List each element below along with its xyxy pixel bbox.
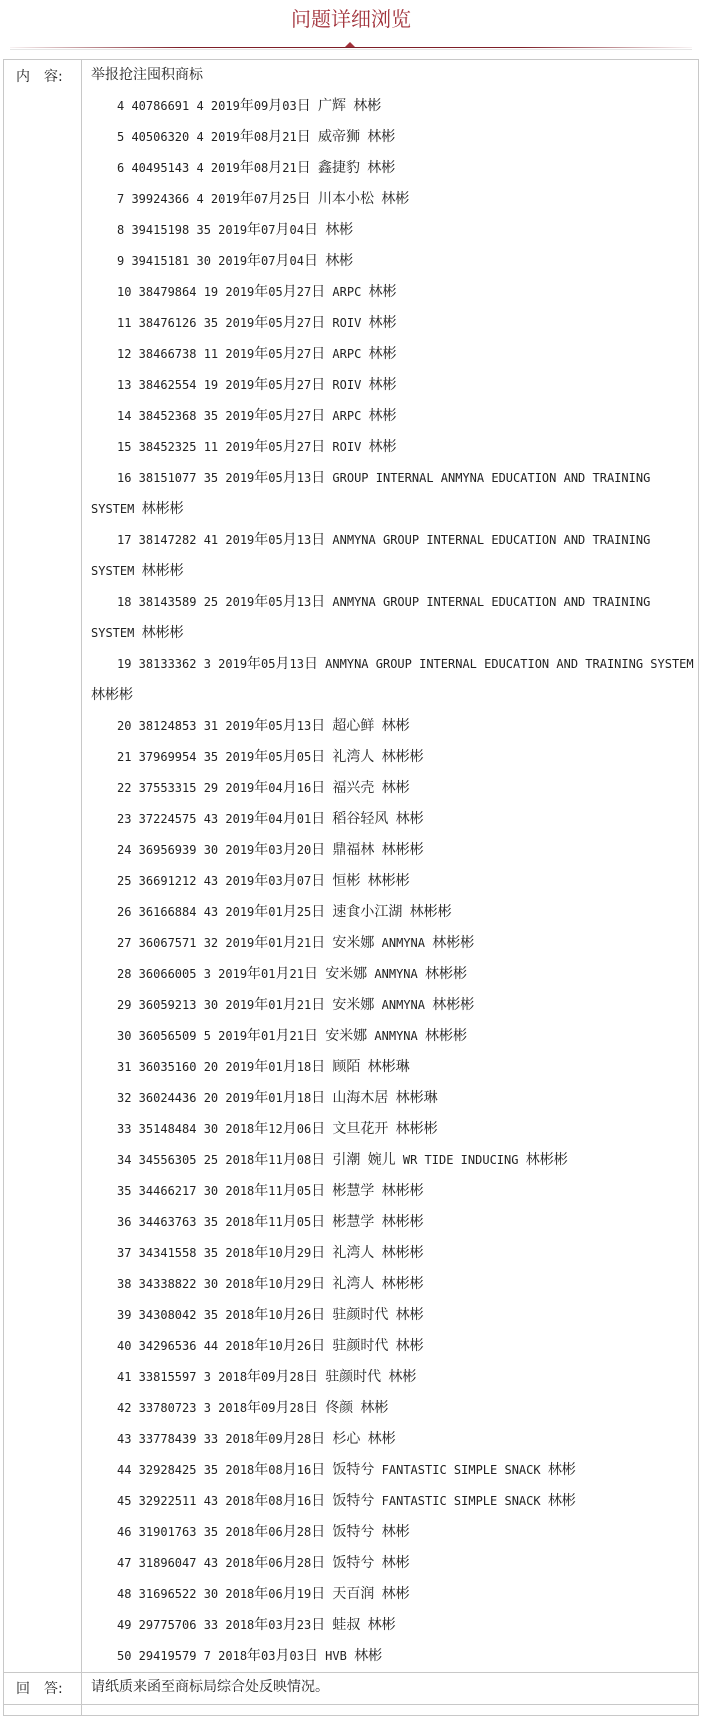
trademark-entry: 46 31901763 35 2018年06月28日 饭特兮 林彬 bbox=[117, 1524, 410, 1540]
trademark-entry: 47 31896047 43 2018年06月28日 饭特兮 林彬 bbox=[117, 1555, 410, 1571]
trademark-entry: 21 37969954 35 2019年05月05日 礼湾人 林彬彬 bbox=[117, 749, 424, 765]
trademark-entry: 32 36024436 20 2019年01月18日 山海木居 林彬琳 bbox=[117, 1090, 438, 1106]
page-title: 问题详细浏览 bbox=[291, 7, 411, 31]
trademark-entry: 24 36956939 30 2019年03月20日 鼎福林 林彬彬 bbox=[117, 842, 424, 858]
title-divider-shadow bbox=[10, 49, 692, 50]
qa-table bbox=[3, 59, 699, 1716]
trademark-entry: 31 36035160 20 2019年01月18日 顾陌 林彬琳 bbox=[117, 1059, 410, 1075]
trademark-entry: 37 34341558 35 2018年10月29日 礼湾人 林彬彬 bbox=[117, 1245, 424, 1261]
trademark-entry: 7 39924366 4 2019年07月25日 川本小松 林彬 bbox=[117, 191, 410, 207]
caret-up-icon bbox=[345, 42, 355, 47]
trademark-entry: 9 39415181 30 2019年07月04日 林彬 bbox=[117, 253, 354, 269]
trademark-entry: 34 34556305 25 2018年11月08日 引潮 婉儿 WR TIDE INDUCING 林彬彬 bbox=[117, 1152, 568, 1168]
trademark-entry: 15 38452325 11 2019年05月27日 ROIV 林彬 bbox=[117, 439, 397, 455]
question-category: 举报抢注囤积商标 bbox=[91, 67, 203, 83]
trademark-entry: 40 34296536 44 2018年10月26日 驻颜时代 林彬 bbox=[117, 1338, 424, 1354]
trademark-entry: 38 34338822 30 2018年10月29日 礼湾人 林彬彬 bbox=[117, 1276, 424, 1292]
trademark-entry: 18 38143589 25 2019年05月13日 ANMYNA GROUP INTERNAL EDUCATION AND TRAINING SYSTEM 林彬彬 bbox=[91, 594, 651, 641]
trademark-entry: 16 38151077 35 2019年05月13日 GROUP INTERNAL ANMYNA EDUCATION AND TRAINING SYSTEM 林彬彬 bbox=[91, 470, 651, 517]
trademark-entry: 45 32922511 43 2018年08月16日 饭特兮 FANTASTIC SIMPLE SNACK 林彬 bbox=[117, 1493, 576, 1509]
trademark-entry: 36 34463763 35 2018年11月05日 彬慧学 林彬彬 bbox=[117, 1214, 424, 1230]
trademark-entry: 50 29419579 7 2018年03月03日 HVB 林彬 bbox=[117, 1648, 383, 1664]
trademark-entry: 19 38133362 3 2019年05月13日 ANMYNA GROUP INTERNAL EDUCATION AND TRAINING SYSTEM 林彬彬 bbox=[91, 656, 694, 703]
trademark-entry: 30 36056509 5 2019年01月21日 安米娜 ANMYNA 林彬彬 bbox=[117, 1028, 467, 1044]
answer-row bbox=[4, 1673, 699, 1705]
trademark-entry: 27 36067571 32 2019年01月21日 安米娜 ANMYNA 林彬彬 bbox=[117, 935, 475, 951]
trademark-entry: 14 38452368 35 2019年05月27日 ARPC 林彬 bbox=[117, 408, 397, 424]
empty-cell bbox=[4, 1705, 82, 1716]
trademark-entry: 29 36059213 30 2019年01月21日 安米娜 ANMYNA 林彬彬 bbox=[117, 997, 475, 1013]
trademark-entry: 43 33778439 33 2018年09月28日 杉心 林彬 bbox=[117, 1431, 396, 1447]
trademark-entry: 35 34466217 30 2018年11月05日 彬慧学 林彬彬 bbox=[117, 1183, 424, 1199]
trademark-entry: 42 33780723 3 2018年09月28日 佟颜 林彬 bbox=[117, 1400, 389, 1416]
trademark-entry: 12 38466738 11 2019年05月27日 ARPC 林彬 bbox=[117, 346, 397, 362]
question-label bbox=[4, 60, 82, 1673]
empty-row bbox=[4, 1705, 699, 1716]
trademark-entry: 11 38476126 35 2019年05月27日 ROIV 林彬 bbox=[117, 315, 397, 331]
trademark-entry: 20 38124853 31 2019年05月13日 超心鲜 林彬 bbox=[117, 718, 410, 734]
answer-label-text: 回 答: bbox=[16, 1681, 63, 1697]
trademark-entry: 28 36066005 3 2019年01月21日 安米娜 ANMYNA 林彬彬 bbox=[117, 966, 467, 982]
trademark-entry: 26 36166884 43 2019年01月25日 速食小江湖 林彬彬 bbox=[117, 904, 452, 920]
trademark-entry: 6 40495143 4 2019年08月21日 鑫捷豹 林彬 bbox=[117, 160, 396, 176]
trademark-entry: 5 40506320 4 2019年08月21日 威帝狮 林彬 bbox=[117, 129, 396, 145]
trademark-entry: 44 32928425 35 2018年08月16日 饭特兮 FANTASTIC SIMPLE SNACK 林彬 bbox=[117, 1462, 576, 1478]
trademark-entry: 48 31696522 30 2018年06月19日 天百润 林彬 bbox=[117, 1586, 410, 1602]
page-header bbox=[0, 0, 702, 50]
trademark-entry: 13 38462554 19 2019年05月27日 ROIV 林彬 bbox=[117, 377, 397, 393]
trademark-entry: 39 34308042 35 2018年10月26日 驻颜时代 林彬 bbox=[117, 1307, 424, 1323]
empty-cell bbox=[82, 1705, 699, 1716]
question-content bbox=[82, 60, 699, 1673]
question-row bbox=[4, 60, 699, 1673]
answer-label bbox=[4, 1673, 82, 1705]
trademark-entry: 22 37553315 29 2019年04月16日 福兴壳 林彬 bbox=[117, 780, 410, 796]
trademark-entry: 8 39415198 35 2019年07月04日 林彬 bbox=[117, 222, 354, 238]
trademark-entry: 17 38147282 41 2019年05月13日 ANMYNA GROUP INTERNAL EDUCATION AND TRAINING SYSTEM 林彬彬 bbox=[91, 532, 651, 579]
trademark-entry: 4 40786691 4 2019年09月03日 广辉 林彬 bbox=[117, 98, 382, 114]
answer-content bbox=[82, 1673, 699, 1705]
trademark-list bbox=[91, 91, 698, 1672]
question-label-text: 内 容: bbox=[16, 69, 63, 85]
answer-text: 请纸质来函至商标局综合处反映情况。 bbox=[91, 1679, 329, 1695]
title-divider bbox=[10, 47, 692, 48]
trademark-entry: 33 35148484 30 2018年12月06日 文旦花开 林彬彬 bbox=[117, 1121, 438, 1137]
trademark-entry: 41 33815597 3 2018年09月28日 驻颜时代 林彬 bbox=[117, 1369, 417, 1385]
trademark-entry: 23 37224575 43 2019年04月01日 稻谷轻风 林彬 bbox=[117, 811, 424, 827]
trademark-entry: 25 36691212 43 2019年03月07日 恒彬 林彬彬 bbox=[117, 873, 410, 889]
trademark-entry: 10 38479864 19 2019年05月27日 ARPC 林彬 bbox=[117, 284, 397, 300]
trademark-entry: 49 29775706 33 2018年03月23日 蛙叔 林彬 bbox=[117, 1617, 396, 1633]
